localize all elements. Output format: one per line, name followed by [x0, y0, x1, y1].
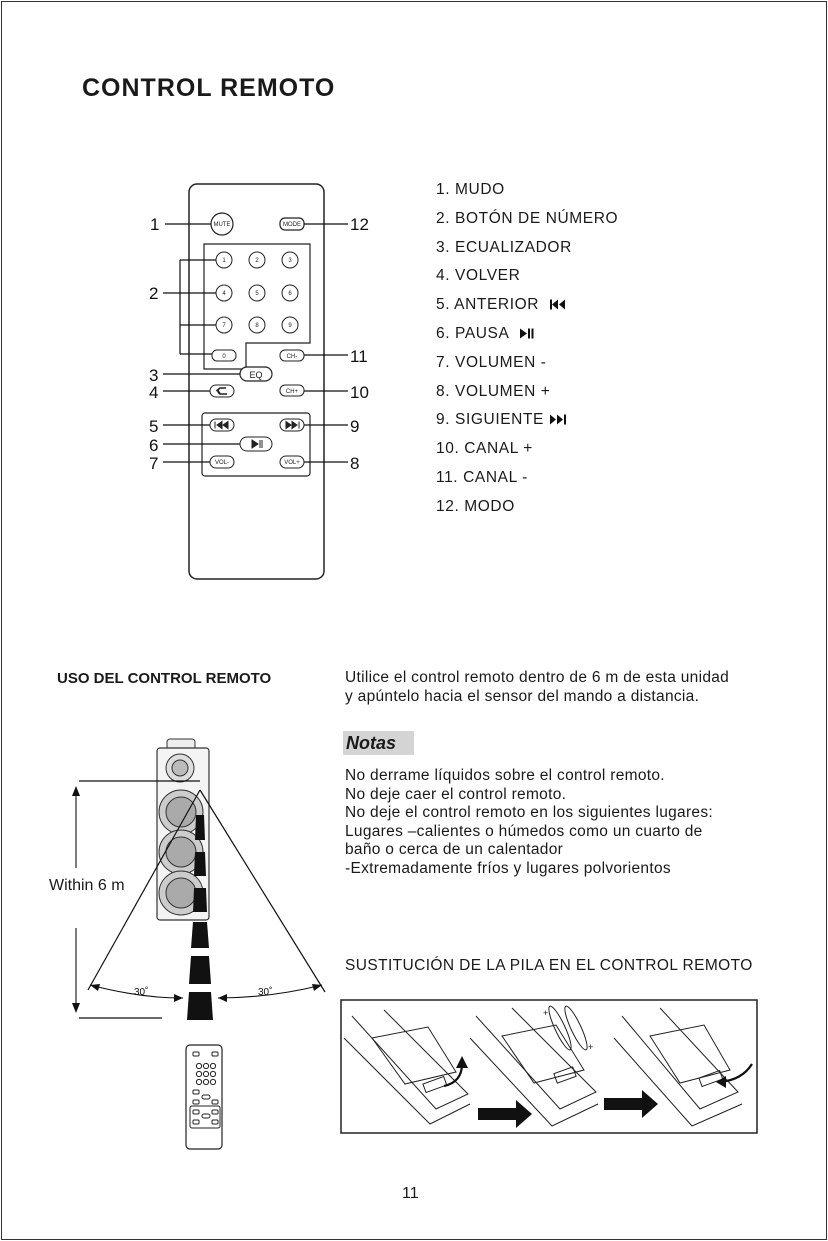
- digit-1: 1: [222, 258, 226, 264]
- angle-right-label: 30˚: [258, 987, 273, 998]
- mute-label: MUTE: [213, 222, 231, 228]
- legend-item: 10. CANAL +: [436, 440, 533, 458]
- svg-text:+: +: [543, 1008, 549, 1018]
- digit-2: 2: [255, 258, 259, 264]
- legend-item-pausa: 6. PAUSA: [436, 324, 618, 353]
- callout-9: 9: [350, 417, 360, 436]
- note-line: No derrame líquidos sobre el control remoto.: [345, 767, 665, 784]
- battery-title: SUSTITUCIÓN DE LA PILA EN EL CONTROL REMOTO: [345, 957, 753, 974]
- legend-item: 7. VOLUMEN -: [436, 353, 547, 371]
- callout-12: 12: [350, 215, 369, 234]
- note-line: No deje caer el control remoto.: [345, 785, 567, 803]
- ch-plus-label: CH+: [285, 389, 299, 395]
- digit-7: 7: [222, 323, 226, 329]
- page-number: 11: [402, 1185, 419, 1202]
- note-line: Lugares –calientes o húmedos como un cuarto de: [345, 822, 703, 840]
- ch-minus-label: CH-: [286, 354, 298, 360]
- digit-5: 5: [255, 291, 259, 297]
- callout-6: 6: [149, 436, 159, 455]
- digit-6: 6: [288, 291, 292, 297]
- page-title: CONTROL REMOTO: [82, 74, 336, 102]
- callout-7: 7: [149, 454, 159, 473]
- legend-item: 4. VOLVER: [436, 267, 521, 285]
- vol-plus-label: VOL+: [284, 460, 300, 466]
- callout-10: 10: [350, 383, 369, 402]
- legend-item: 12. MODO: [436, 497, 515, 515]
- legend-item-siguiente: 9. SIGUIENTE: [436, 410, 618, 439]
- note-line: -Extremadamente fríos y lugares polvorientos: [345, 859, 671, 877]
- notas-heading: Notas: [343, 731, 414, 755]
- eq-label: EQ: [249, 370, 263, 380]
- vol-minus-label: VOL-: [214, 460, 230, 466]
- note-line: No deje el control remoto en los siguientes lugares:: [345, 804, 713, 822]
- digit-8: 8: [255, 323, 259, 329]
- digit-4: 4: [222, 291, 226, 297]
- callout-2: 2: [149, 284, 159, 303]
- callout-3: 3: [149, 366, 159, 385]
- callout-4: 4: [149, 383, 159, 402]
- callout-5: 5: [149, 417, 159, 436]
- legend-item: 11. CANAL -: [436, 468, 528, 486]
- angle-left-label: 30˚: [134, 987, 149, 998]
- callout-1: 1: [150, 215, 160, 234]
- digit-3: 3: [288, 258, 292, 264]
- mode-label: MODE: [283, 222, 301, 228]
- legend-item: 8. VOLUMEN +: [436, 382, 551, 400]
- legend-item: 2. BOTÓN DE NÚMERO: [436, 209, 619, 227]
- legend-item-anterior: 5. ANTERIOR: [436, 295, 618, 324]
- uso-title: USO DEL CONTROL REMOTO: [57, 670, 272, 687]
- legend-item: 3. ECUALIZADOR: [436, 238, 572, 256]
- legend-item: 1. MUDO: [436, 181, 505, 198]
- callout-11: 11: [350, 347, 368, 366]
- uso-text: Utilice el control remoto dentro de 6 m de esta unidad y apúntelo hacia el sensor del mando a distancia.: [345, 669, 730, 705]
- svg-text:+: +: [588, 1042, 594, 1052]
- digit-9: 9: [288, 323, 292, 329]
- note-line: baño o cerca de un calentador: [345, 841, 564, 859]
- callout-8: 8: [350, 454, 360, 473]
- distance-label: Within 6 m: [49, 877, 125, 894]
- digit-0: 0: [222, 354, 226, 360]
